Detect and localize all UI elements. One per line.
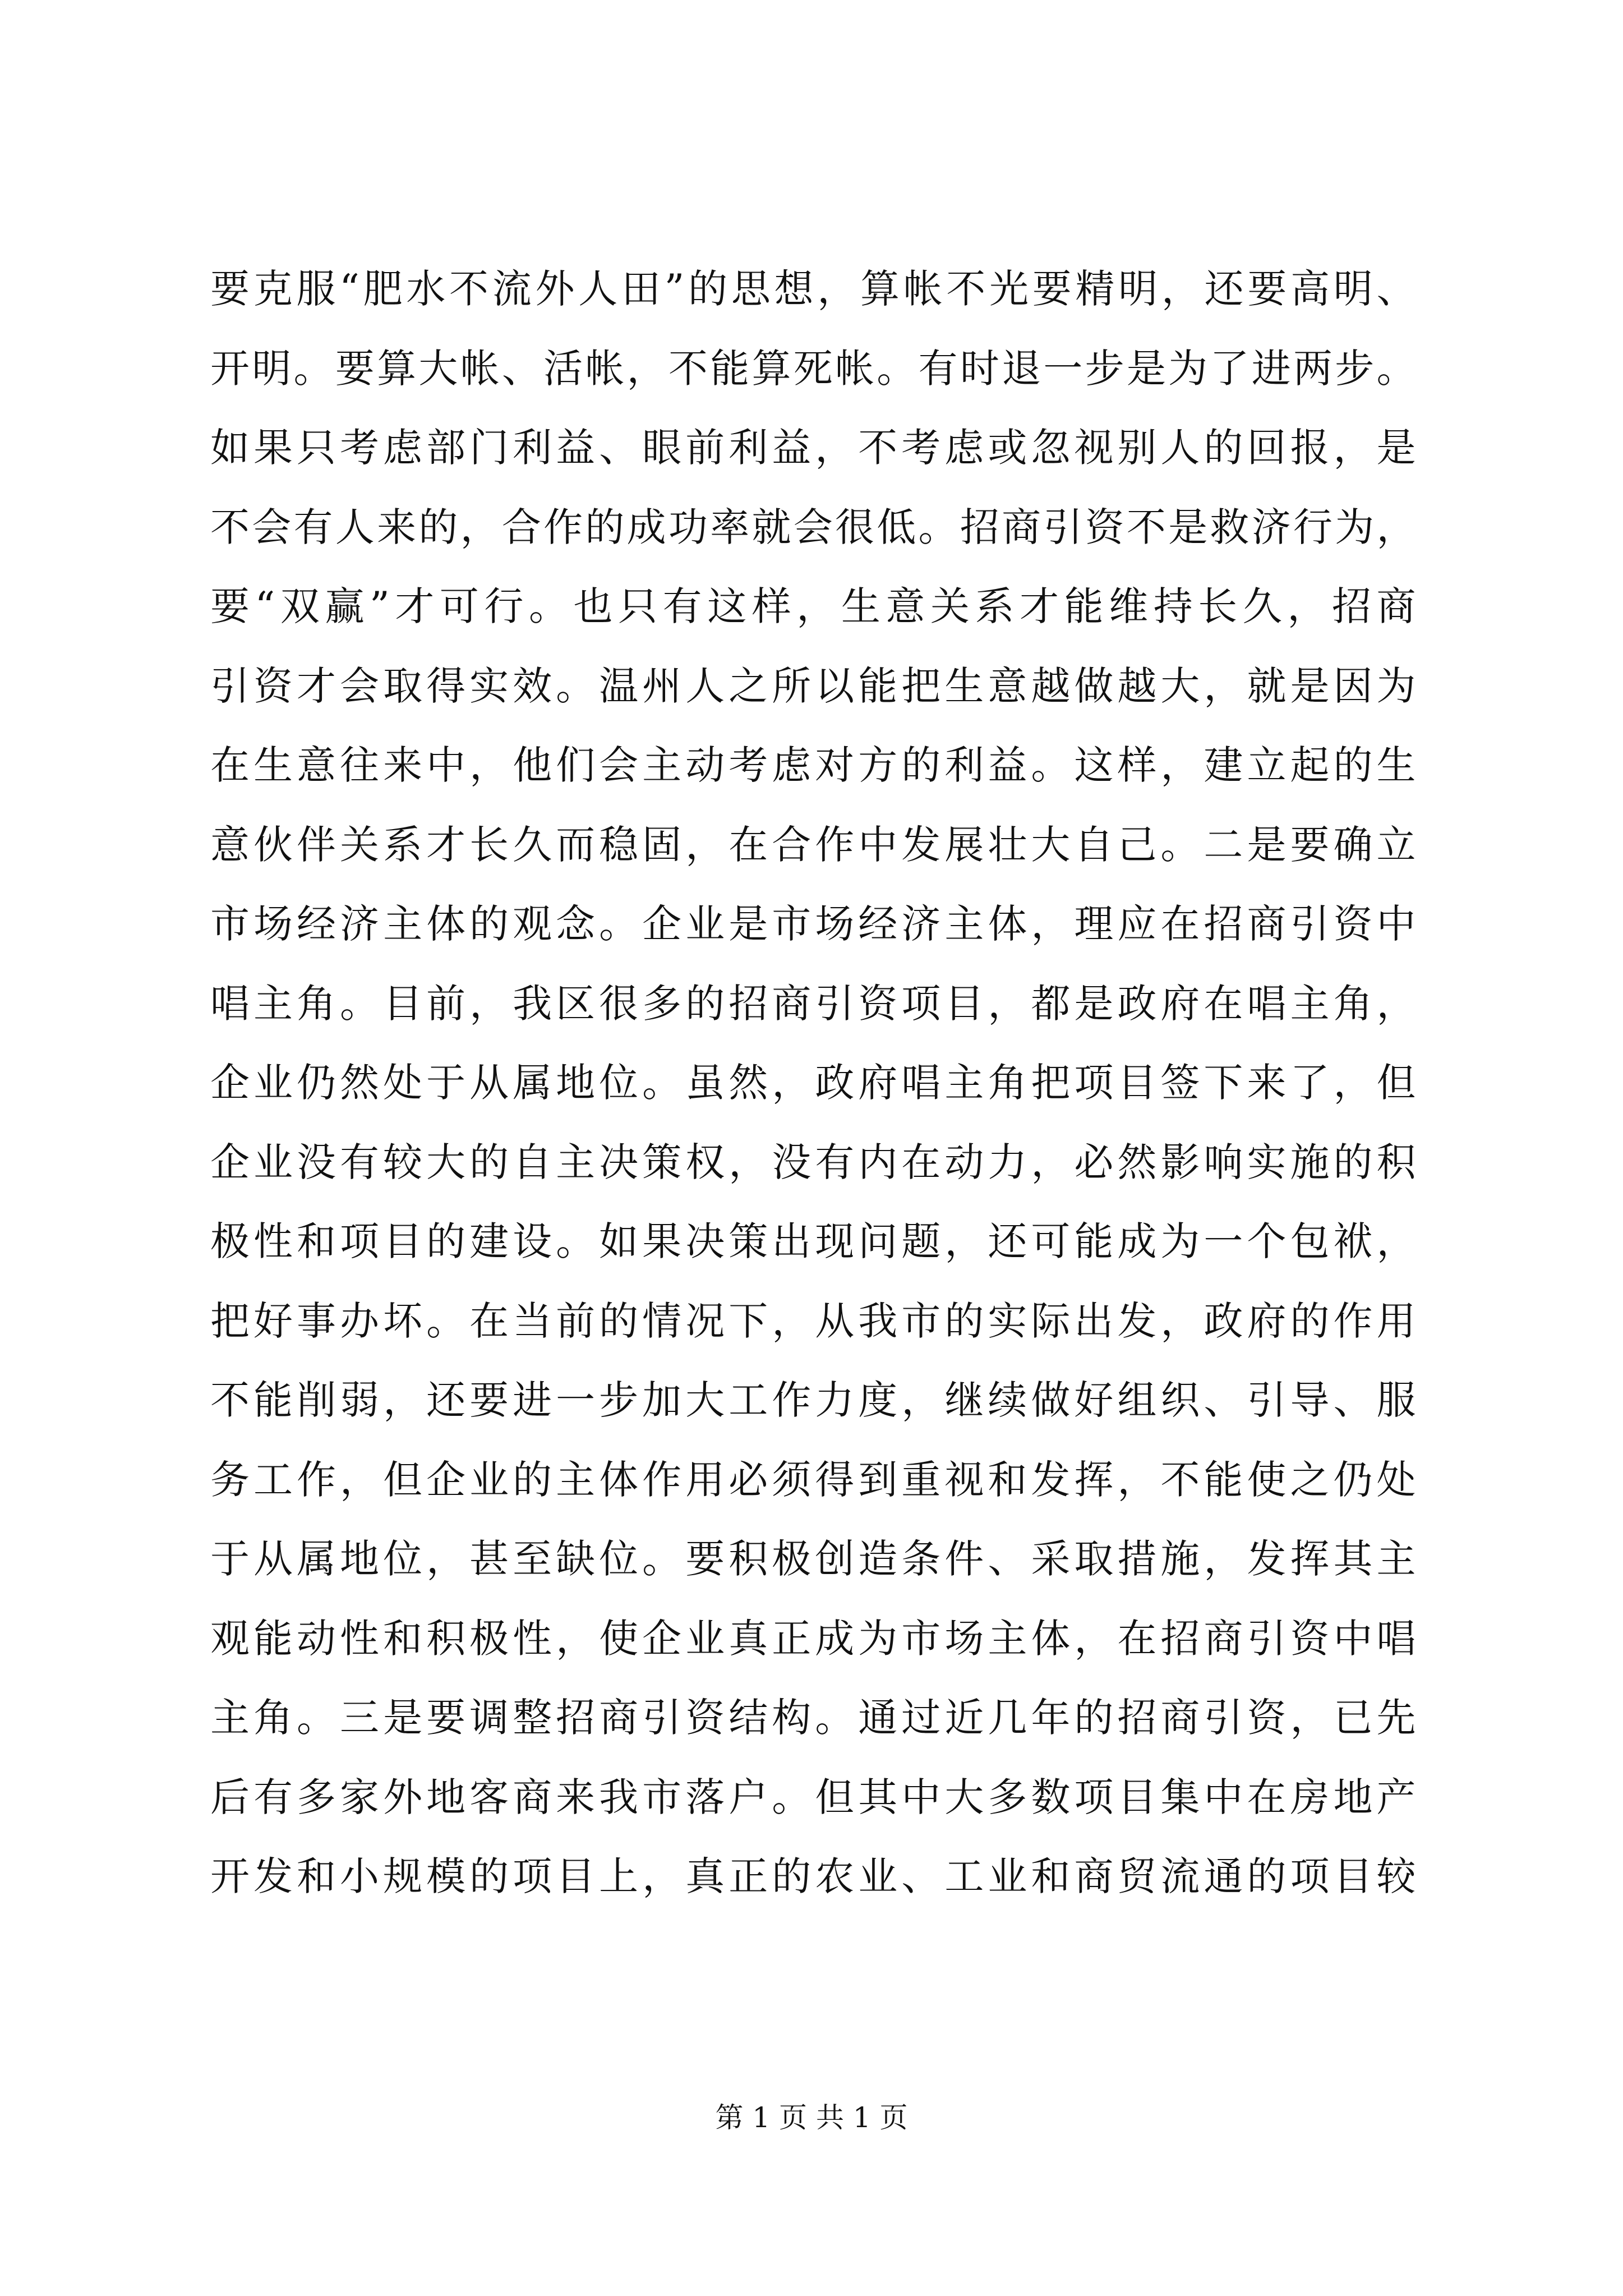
text-line: 观能动性和积极性，使企业真正成为市场主体，在招商引资中唱 (210, 1615, 1416, 1662)
text-line: 企业仍然处于从属地位。虽然，政府唱主角把项目签下来了，但 (210, 1060, 1416, 1106)
text-line: 要克服“肥水不流外人田”的思想，算帐不光要精明，还要高明、 (210, 266, 1416, 312)
text-line: 把好事办坏。在当前的情况下，从我市的实际出发，政府的作用 (210, 1297, 1416, 1344)
text-line: 要“双赢”才可行。也只有这样，生意关系才能维持长久，招商 (210, 583, 1416, 629)
text-line: 引资才会取得实效。温州人之所以能把生意越做越大，就是因为 (210, 662, 1416, 709)
text-line: 务工作，但企业的主体作用必须得到重视和发挥，不能使之仍处 (210, 1456, 1416, 1503)
text-line: 不能削弱，还要进一步加大工作力度，继续做好组织、引导、服 (210, 1377, 1416, 1423)
body-paragraph (210, 250, 1416, 1917)
text-line: 如果只考虑部门利益、眼前利益，不考虑或忽视别人的回报，是 (210, 425, 1416, 471)
text-line: 市场经济主体的观念。企业是市场经济主体，理应在招商引资中 (210, 901, 1416, 947)
page-number-label: 第 1 页 共 1 页 (715, 2101, 908, 2134)
text-line: 在生意往来中，他们会主动考虑对方的利益。这样，建立起的生 (210, 742, 1416, 788)
text-line: 企业没有较大的自主决策权，没有内在动力，必然影响实施的积 (210, 1139, 1416, 1185)
text-line: 唱主角。目前，我区很多的招商引资项目，都是政府在唱主角， (210, 980, 1416, 1027)
text-line: 极性和项目的建设。如果决策出现问题，还可能成为一个包袱， (210, 1218, 1416, 1264)
text-line: 开发和小规模的项目上，真正的农业、工业和商贸流通的项目较 (210, 1853, 1416, 1899)
text-line: 不会有人来的，合作的成功率就会很低。招商引资不是救济行为， (210, 504, 1416, 550)
text-line: 于从属地位，甚至缺位。要积极创造条件、采取措施，发挥其主 (210, 1536, 1416, 1582)
page-footer (0, 2101, 1623, 2134)
text-line: 后有多家外地客商来我市落户。但其中大多数项目集中在房地产 (210, 1774, 1416, 1820)
text-line: 开明。要算大帐、活帐，不能算死帐。有时退一步是为了进两步。 (210, 345, 1416, 392)
text-line: 意伙伴关系才长久而稳固，在合作中发展壮大自己。二是要确立 (210, 821, 1416, 868)
text-line: 主角。三是要调整招商引资结构。通过近几年的招商引资，已先 (210, 1695, 1416, 1741)
